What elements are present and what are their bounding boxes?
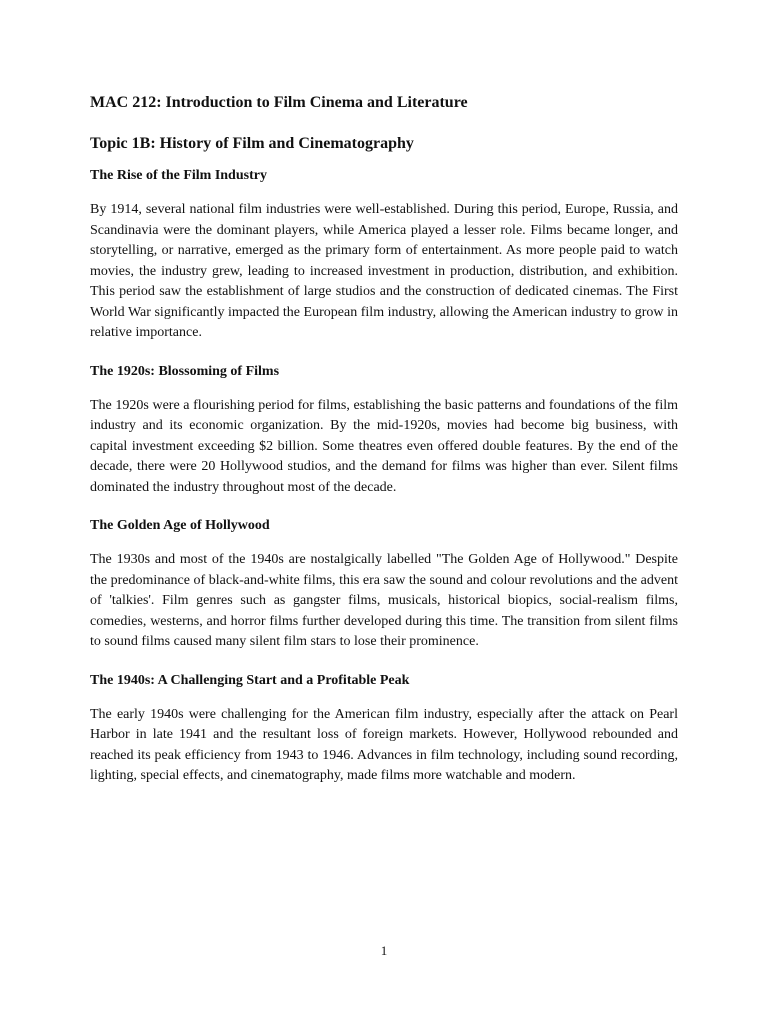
section-1940s-challenging-start <box>90 671 678 787</box>
section-1920s-blossoming <box>90 362 678 499</box>
section-heading: The Rise of the Film Industry <box>90 168 267 183</box>
section-heading: The 1940s: A Challenging Start and a Profitable Peak <box>90 672 410 688</box>
topic-title: Topic 1B: History of Film and Cinematography <box>90 135 414 152</box>
section-paragraph: The 1920s were a flourishing period for films, establishing the basic patterns and foundations of the film industry and its economic organization. By the mid-1920s, movies had become big business, with capital investment exceeding $2 billion. Some theatres even offered double features. By the end of the decade, there were 20 Hollywood studios, and the demand for films was higher than ever. Silent films dominated the industry throughout most of the decade. <box>90 397 678 495</box>
section-heading: The 1920s: Blossoming of Films <box>90 363 280 379</box>
page-content <box>90 92 678 805</box>
section-paragraph: The early 1940s were challenging for the American film industry, especially after the attack on Pearl Harbor in late 1941 and the resultant loss of foreign markets. However, Hollywood rebounded and reached its peak efficiency from 1943 to 1946. Advances in film technology, including sound recording, lighting, special effects, and cinematography, made films more watchable and modern. <box>90 706 678 783</box>
section-heading: The Golden Age of Hollywood <box>90 518 270 533</box>
section-paragraph: By 1914, several national film industries were well-established. During this period, Europe, Russia, and Scandinavia were the dominant players, while America played a lesser role. Films became longer, and storytelling, or narrative, emerged as the primary form of entertainment. As more people paid to watch movies, the industry grew, leading to increased investment in production, distribution, and exhibition. This period saw the establishment of large studios and the construction of dedicated cinemas. The First World War significantly impacted the European film industry, allowing the American industry to grow in relative importance. <box>90 202 678 340</box>
section-paragraph: The 1930s and most of the 1940s are nostalgically labelled "The Golden Age of Hollywood." Despite the predominance of black-and-white films, this era saw the sound and colour revolutions and the advent of 'talkies'. Film genres such as gangster films, musicals, historical biopics, social-realism films, comedies, westerns, and horror films further developed during this time. The transition from silent films to sound films caused many silent film stars to lose their prominence. <box>90 552 678 649</box>
course-title: MAC 212: Introduction to Film Cinema and Literature <box>90 94 468 111</box>
section-golden-age-hollywood <box>90 516 678 653</box>
section-rise-of-film-industry <box>90 166 678 344</box>
page-number: 1 <box>380 943 388 958</box>
